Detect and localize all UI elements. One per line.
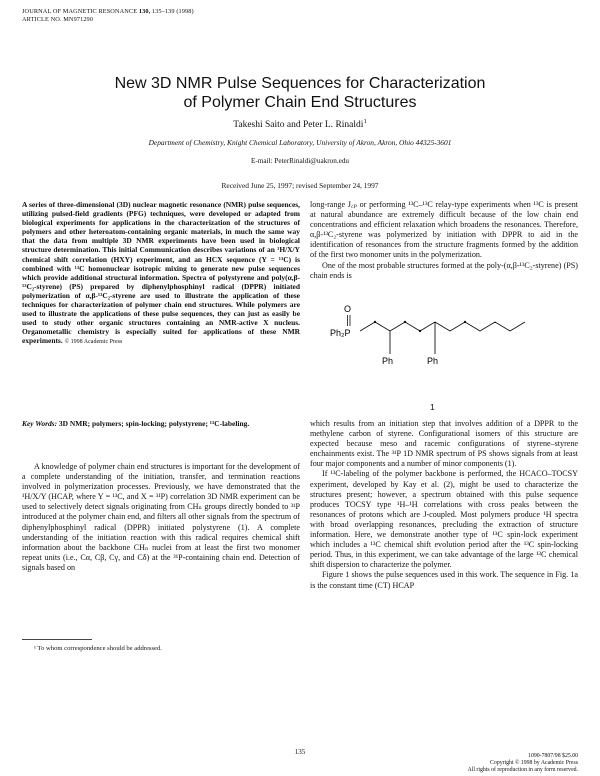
structure-ph-label-2: Ph (427, 356, 439, 366)
structure-ph2p-label: Ph₂P (330, 328, 351, 338)
structure-label-dot-3 (419, 330, 421, 332)
title-line-1: New 3D NMR Pulse Sequences for Characterization (114, 75, 486, 92)
structure-label-dot-4 (464, 321, 466, 323)
copyright-line: Copyright © 1998 by Academic Press (490, 759, 578, 766)
paper-title (0, 74, 600, 112)
keywords-text: 3D NMR; polymers; spin-locking; polystyrene; ¹³C-labeling. (58, 419, 250, 428)
structure-oxygen-label: O (344, 304, 352, 314)
issn: 1090-7807/98 $25.00 (528, 753, 578, 759)
intro-paragraph: A knowledge of polymer chain end structures is important for the development of a complete understanding of the initiation, transfer, and termination reactions involved in polymerization processes. Previously, we have demonstrated that the ¹H/X/Y (HCAP, where Y = ¹³C, and X = ³¹P) correlation 3D NMR experiment can be used to selectively detect signals originating from CHₙ groups directly bonded to ³¹P introduced at the polymer chain end, and filters all other signals from the spectrum of diphenylphosphinyl radical (DPPR) initiated polystyrene (1). A complete understanding of the initiation reaction with this radical requires chemical shift information about the backbone CHₙ nuclei from at least the first two monomer repeat units (i.e., Cα, Cβ, Cγ, and Cδ) at the ³¹P-containing chain end. Detection of signals based on (22, 462, 300, 572)
paragraph-labeling: If ¹³C-labeling of the polymer backbone is performed, the HCACO–TOCSY experiment, developed by Kay et al. (2), might be used to characterize the structures present; however, a spectrum obtained with this pulse sequence produces TOCSY type ¹H–¹H correlations with cross peaks between the resonances of protons which are J-coupled. Most polymers produce ¹H spectra with broad overlapping resonances, precluding the extraction of structure information. Here, we demonstrate another type of ¹³C spin-lock experiment which includes a ¹³C chemical shift evolution period after the ¹³C spin-locking period. Thus, in this experiment, we can take advantage of the large ¹³C chemical shift dispersion to characterize the polymer. (310, 469, 578, 570)
affiliation: Department of Chemistry, Knight Chemical Laboratory, University of Akron, Akron, Ohio 44325-3601 (148, 138, 452, 147)
page-number: 135 (294, 748, 306, 756)
author-names: Takeshi Saito and Peter L. Rinaldi (233, 120, 364, 130)
structure-label-dot-1 (374, 321, 376, 323)
right-column-top (310, 200, 578, 281)
abstract-text: A series of three-dimensional (3D) nuclear magnetic resonance (NMR) pulse sequences, utilizing pulsed-field gradients (PFG) techniques, were developed or adapted from biological experiments for applications in the characterization of the structures of polymers and other heteroatom-containing organic materials, in much the same way that the data from multiple 3D NMR experiments have been used in biological structure determination. This initial Communication describes variations of an ¹H/X/Y chemical shift correlation (HXY) experiment, and an HCX sequence (Y = ¹³C) is combined with ¹³C homonuclear isotropic mixing to generate new pulse sequences which provide additional structural information. Spectra of polystyrene and poly(α,β-¹³C₂-styrene) (PS) prepared by diphenylphosphinyl radical (DPPR) initiated polymerization of α,β-¹³C₂-styrene are used to illustrate the application of these techniques for characterization of polymer chain end structures. While polymers are used to illustrate the applications of these pulse sequences, they can just as easily be used to study other organic structures containing an NMR-active X nucleus. Organometallic chemistry is especially suited for applications of these NMR experiments. (22, 200, 300, 346)
received-dates: Received June 25, 1997; revised September 24, 1997 (221, 181, 379, 190)
paragraph-figure-1: Figure 1 shows the pulse sequences used in this work. The sequence in Fig. 1a is the constant time (CT) HCAP (310, 570, 578, 590)
keywords (22, 419, 300, 428)
structure-label-dot-2 (404, 321, 406, 323)
journal-header (22, 8, 194, 15)
journal-pages: 135–139 (1998) (151, 8, 194, 15)
title-line-2: of Polymer Chain End Structures (183, 94, 417, 111)
abstract (22, 200, 300, 348)
rights-line: All rights of reproduction in any form reserved. (467, 766, 578, 773)
right-column-bottom (310, 419, 578, 591)
structure-ph-label-1: Ph (382, 356, 394, 366)
keywords-label: Key Words: (22, 419, 58, 428)
article-number: ARTICLE NO. MN971290 (22, 16, 94, 23)
compound-number: 1 (430, 402, 435, 412)
journal-volume: 130, (138, 8, 151, 15)
footnote: ¹ To whom correspondence should be addressed. (34, 645, 162, 652)
paragraph-continued: long-range J꜀ₚ or performing ¹³C–¹³C relay-type experiments when ¹³C is present at natural abundance are extremely difficult because of the low chain end concentrations and efficient relaxation which broadens the resonances. Therefore, α,β-¹³C₂-styrene was polymerized by initiation with DPPR to aid in the identification of resonances from the structure fragments formed by the addition of the first two monomer units in the polymerization. (310, 200, 578, 260)
paragraph-configurational: which results from an initiation step that involves addition of a DPPR to the methylene carbon of styrene. Configurational isomers of this structure are expected because meso and racemic configurations of styrene–styrene enchainments exist. The ³¹P 1D NMR spectrum of PS shows signals from at least four major components and a number of minor components (1). (310, 419, 578, 469)
author-footnote-mark: 1 (363, 117, 367, 125)
authors (0, 117, 600, 130)
footnote-rule (22, 639, 92, 640)
structure-backbone (360, 322, 525, 331)
email: E-mail: PeterRinaldi@uakron.edu (250, 157, 350, 165)
copyright-block (420, 753, 578, 773)
abstract-copyright: © 1998 Academic Press (64, 339, 123, 346)
paragraph-structure-intro: One of the most probable structures formed at the poly-(α,β-¹³C₂-styrene) (PS) chain ends is (310, 260, 578, 280)
journal-name: JOURNAL OF MAGNETIC RESONANCE (22, 8, 138, 15)
chemical-structure (330, 298, 550, 393)
left-column-body (22, 462, 300, 573)
